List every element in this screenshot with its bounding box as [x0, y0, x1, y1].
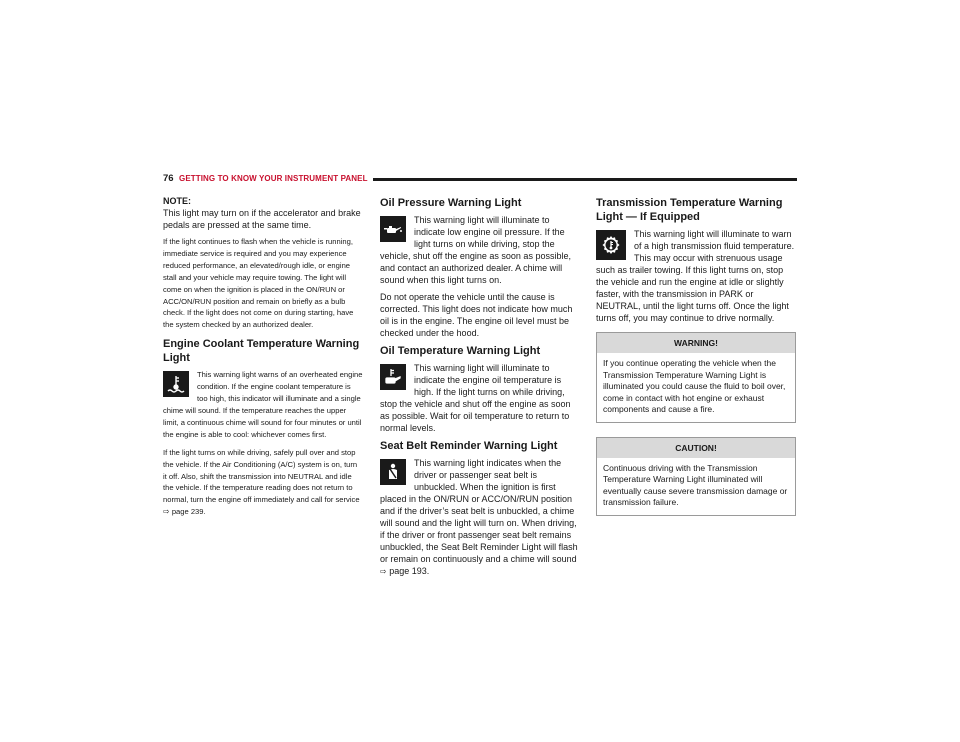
- header-rule: [373, 178, 797, 181]
- page-reference-arrow-icon: ⇨: [380, 567, 387, 576]
- oil-pressure-heading: Oil Pressure Warning Light: [380, 197, 522, 209]
- seatbelt-section: [380, 457, 580, 578]
- oil-pressure-section: [380, 214, 580, 286]
- coolant-heading: Engine Coolant Temperature Warning Light: [163, 338, 360, 365]
- caution-text: Continuous driving with the Transmission Temperature Warning Light illuminated will eventually cause severe transmission damage or transmission failure.: [603, 462, 788, 507]
- transmission-heading: Transmission Temperature Warning Light — If Equipped: [596, 197, 783, 223]
- coolant-temperature-icon: [163, 371, 189, 397]
- section-title: GETTING TO KNOW YOUR INSTRUMENT PANEL: [179, 173, 368, 183]
- oil-temp-heading: Oil Temperature Warning Light: [380, 345, 541, 357]
- seatbelt-heading: Seat Belt Reminder Warning Light: [380, 440, 558, 452]
- flash-paragraph: If the light continues to flash when the vehicle is running, immediate service is required and you may experience reduced performance, an elevated/rough idle, or engine stall and your vehicle may require towing. The light will come on when the ignition is placed in the ON/RUN or ACC/ON/RUN position and remain on briefly as a bulb check. If the light does not come on during starting, have the system checked by an authorized dealer.: [163, 237, 354, 330]
- warning-text: If you continue operating the vehicle when the Transmission Temperature Warning Light is illuminated you could cause the fluid to boil over, come in contact with hot engine or exhaust components and cause a fire.: [603, 358, 786, 414]
- page-reference-arrow-icon: ⇨: [163, 507, 170, 517]
- column-3: [596, 196, 796, 530]
- column-1: [163, 196, 363, 524]
- coolant-paragraph-1: This warning light warns of an overheated engine condition. If the engine coolant temperature is too high, this indicator will illuminate and a single chime will sound. If the temperature reaches the upper limit, a continuous chime will sound for four minutes or until the engine is able to cool: whichever comes first.: [163, 370, 363, 439]
- caution-title: CAUTION!: [597, 438, 795, 458]
- seatbelt-paragraph: This warning light indicates when the driver or passenger seat belt is unbuckled. When the ignition is first placed in the ON/RUN or ACC/ON/RUN position and if the driver’s seat belt is unbuckled, a chime will sound and the light will turn on. When driving, if the driver or front passenger seat belt remains unbuckled, the Seat Belt Reminder Light will flash or remain on continuously and a chime will sound ⇨ page 193.: [380, 458, 578, 576]
- oil-can-icon: [380, 216, 406, 242]
- transmission-paragraph: This warning light will illuminate to warn of a high transmission fluid temperature. This may occur with strenuous usage such as trailer towing. If this light turns on, stop the vehicle and run the engine at idle or slightly faster, with the transmission in PARK or NEUTRAL, until the light turns off. Once the light turns off, you may continue to drive normally.: [596, 229, 795, 323]
- coolant-section: [163, 369, 363, 440]
- coolant-paragraph-2: If the light turns on while driving, safely pull over and stop the vehicle. If the Air Conditioning (A/C) system is on, turn it off. Also, shift the transmission into NEUTRAL and idle the vehicle. If the temperature reading does not return to normal, turn the engine off immediately and call for service ⇨ page 239.: [163, 447, 360, 517]
- warning-title: WARNING!: [597, 333, 795, 353]
- seatbelt-page-ref[interactable]: page 193.: [389, 566, 430, 576]
- note-label: NOTE:: [163, 196, 191, 206]
- warning-box: [596, 332, 796, 423]
- oil-temperature-icon: [380, 364, 406, 390]
- oil-pressure-paragraph-2: Do not operate the vehicle until the cause is corrected. This light does not indicate how much oil is in the engine. The engine oil level must be checked under the hood.: [380, 292, 573, 338]
- transmission-section: [596, 228, 796, 324]
- oil-temp-section: [380, 362, 580, 434]
- page-header: [163, 173, 797, 185]
- oil-pressure-paragraph-1: This warning light will illuminate to indicate low engine oil pressure. If the light turns on while driving, stop the vehicle, shut off the engine as soon as possible, and contact an authorized dealer. A chime will sound when this light turns on.: [380, 215, 571, 285]
- column-2: [380, 196, 580, 583]
- oil-temp-paragraph: This warning light will illuminate to indicate the engine oil temperature is high. If the light turns on while driving, stop the vehicle and shut off the engine as soon as possible. Wait for oil temperature to return to normal levels.: [380, 363, 571, 433]
- page-number: 76: [163, 173, 174, 184]
- coolant-page-ref[interactable]: page 239.: [171, 507, 206, 517]
- seat-belt-icon: [380, 459, 406, 485]
- note-text: This light may turn on if the accelerator and brake pedals are pressed at the same time.: [163, 208, 361, 230]
- caution-box: [596, 437, 796, 516]
- transmission-temperature-icon: [596, 230, 626, 260]
